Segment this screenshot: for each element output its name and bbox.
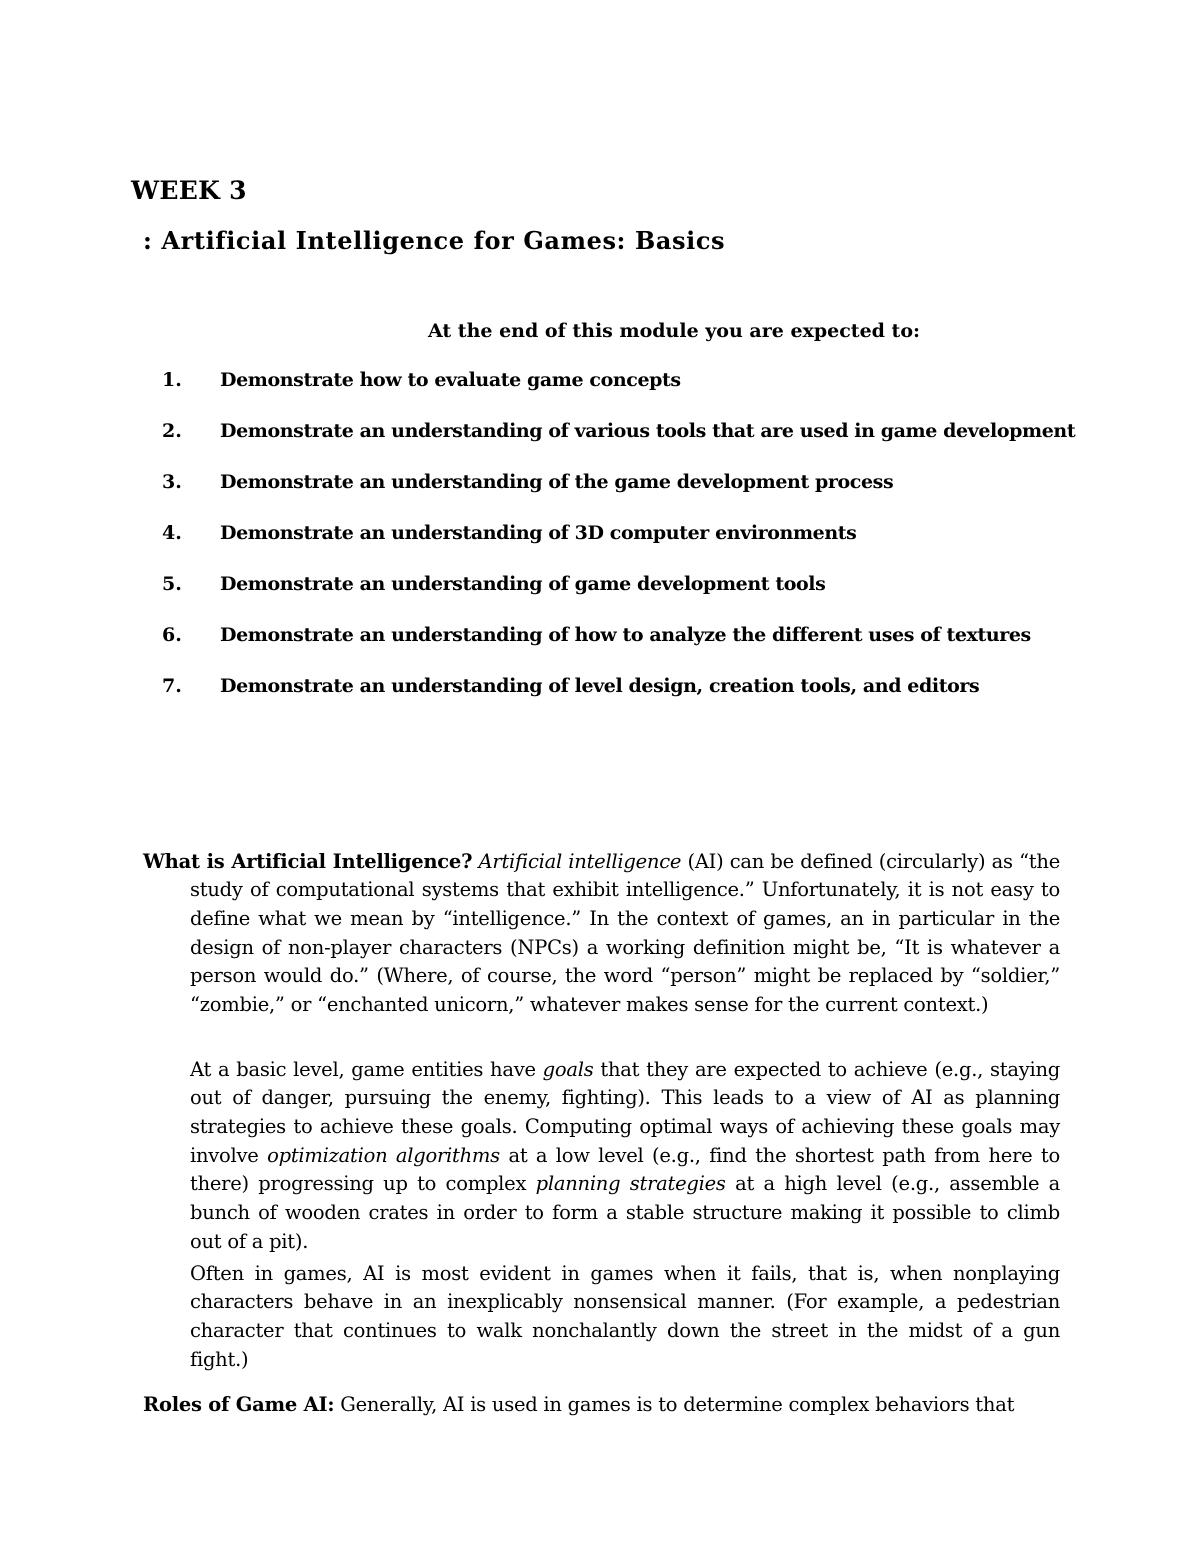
- paragraph-lead: Roles of Game AI:: [143, 1392, 335, 1416]
- objective-number: 7.: [162, 675, 182, 697]
- paragraph-text: that they are expected to achieve (e.g., staying out of danger, pursuing the enemy, fighting). This leads to a view of AI as planning strategies to achieve these goals. Computing optimal ways of achieving these goals may involve: [190, 1057, 1060, 1167]
- objective-item: [162, 420, 1122, 471]
- paragraph-text: at a low level (e.g., find the shortest path from here to there) progressing up to complex: [190, 1143, 1060, 1196]
- objectives-heading: At the end of this module you are expected to:: [428, 320, 921, 342]
- objective-number: 5.: [162, 573, 182, 595]
- objective-number: 6.: [162, 624, 182, 646]
- paragraph-lead: What is Artificial Intelligence?: [143, 849, 473, 873]
- term-goals: goals: [542, 1057, 594, 1081]
- objective-text: Demonstrate an understanding of the game development process: [220, 471, 894, 493]
- term-optimization-algorithms: optimization algorithms: [267, 1143, 500, 1167]
- objective-text: Demonstrate an understanding of game development tools: [220, 573, 826, 595]
- objective-item: [162, 624, 1122, 675]
- paragraph-what-is-ai: [143, 848, 1060, 1020]
- week-label: WEEK 3: [131, 176, 247, 205]
- objective-text: Demonstrate an understanding of how to analyze the different uses of textures: [220, 624, 1031, 646]
- term-planning-strategies: planning strategies: [535, 1172, 726, 1196]
- objective-text: Demonstrate an understanding of various tools that are used in game development: [220, 420, 1076, 442]
- objective-item: [162, 522, 1122, 573]
- objective-text: Demonstrate how to evaluate game concepts: [220, 369, 681, 391]
- objective-number: 3.: [162, 471, 182, 493]
- objective-item: [162, 675, 1122, 726]
- objective-item: [162, 573, 1122, 624]
- paragraph-ai-fails: [190, 1260, 1060, 1375]
- paragraph-roles-of-game-ai: [143, 1391, 1060, 1420]
- module-title: : Artificial Intelligence for Games: Basics: [143, 226, 726, 255]
- paragraph-goals: [190, 1056, 1060, 1257]
- objective-text: Demonstrate an understanding of 3D computer environments: [220, 522, 857, 544]
- objective-item: [162, 369, 1122, 420]
- paragraph-text: Often in games, AI is most evident in games when it fails, that is, when nonplaying characters behave in an inexplicably nonsensical manner. (For example, a pedestrian character that continues to walk nonchalantly down the street in the midst of a gun fight.): [190, 1261, 1060, 1371]
- objectives-list: [162, 369, 1122, 726]
- term-artificial-intelligence: Artificial intelligence: [478, 849, 682, 873]
- objective-text: Demonstrate an understanding of level design, creation tools, and editors: [220, 675, 980, 697]
- paragraph-text: at a high level (e.g., assemble a bunch of wooden crates in order to form a stable structure making it possible to climb out of a pit).: [190, 1172, 1061, 1253]
- objective-number: 2.: [162, 420, 182, 442]
- paragraph-text: Generally, AI is used in games is to determine complex behaviors that: [340, 1392, 1015, 1416]
- paragraph-text: At a basic level, game entities have: [190, 1057, 536, 1081]
- objective-item: [162, 471, 1122, 522]
- objective-number: 1.: [162, 369, 182, 391]
- paragraph-text: (AI) can be defined (circularly) as “the study of computational systems that exhibit intelligence.” Unfortunately, it is not easy to define what we mean by “intelligence.” In the context of games, an in particular in the design of non-player characters (NPCs) a working definition might be, “It is whatever a person would do.” (Where, of course, the word “person” might be replaced by “soldier,” “zombie,” or “enchanted unicorn,” whatever makes sense for the current context.): [190, 849, 1060, 1017]
- objective-number: 4.: [162, 522, 182, 544]
